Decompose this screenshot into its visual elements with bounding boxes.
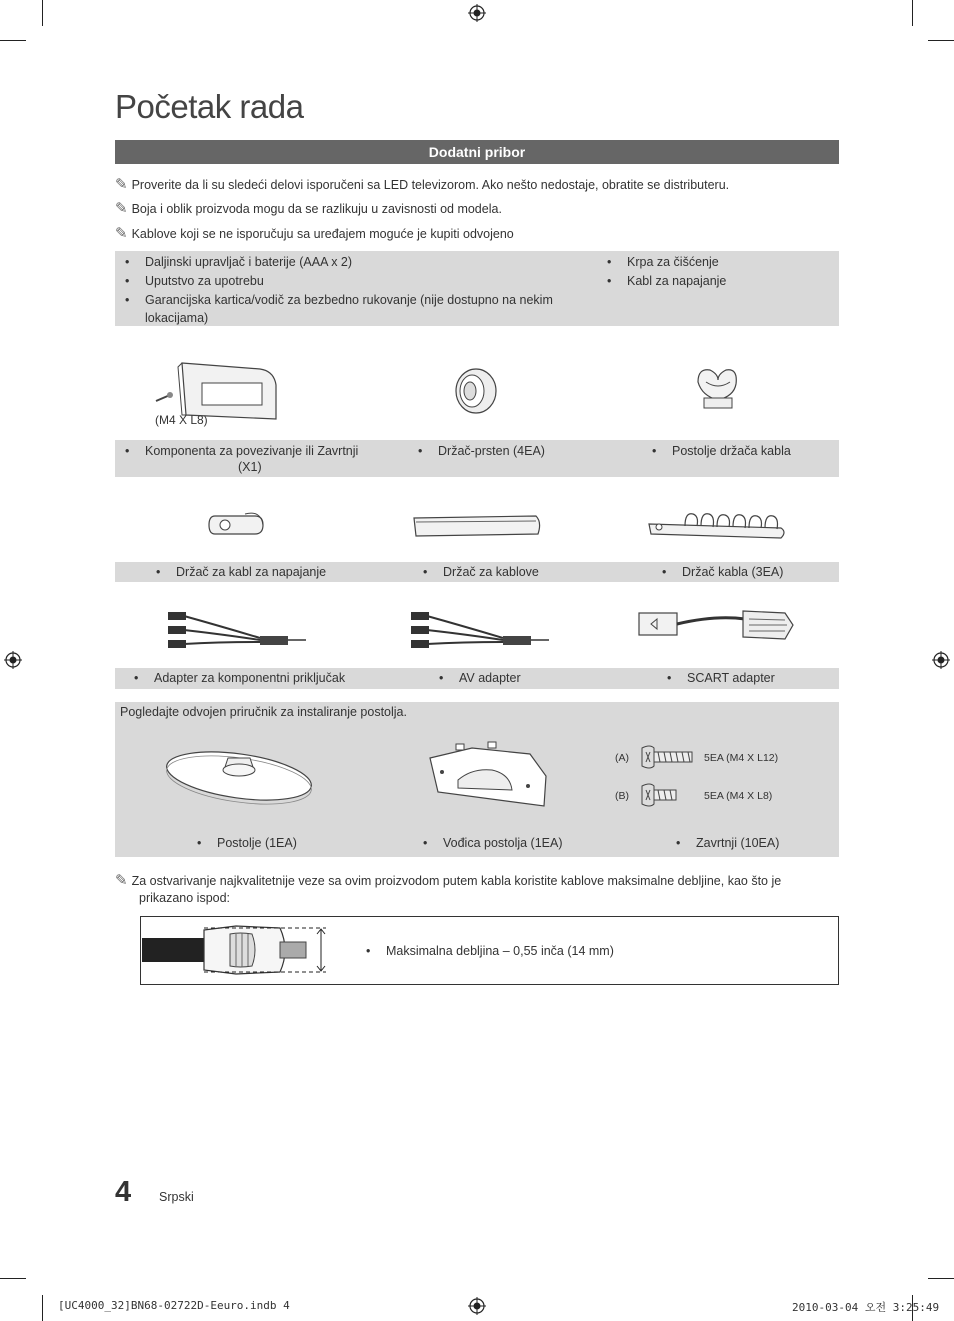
pencil-note-icon: ✎ [115,200,128,217]
footer-file-name: [UC4000_32]BN68-02722D-Eeuro.indb 4 [58,1299,290,1312]
label-suffix: (X1) [238,460,262,474]
note-3 [115,224,514,242]
screw-a-icon [640,744,696,770]
crop-mark [912,0,913,26]
registration-mark-icon [468,4,486,22]
note-text: Kablove koji se ne isporučuju sa uređajem moguće je kupiti odvojeno [131,227,514,241]
list-item: • Zavrtnji (10EA) [676,836,780,850]
list-item: • Kabl za napajanje [607,274,727,288]
screw-b-tag: (B) [615,790,629,802]
note-text: Proverite da li su sledeći delovi isporučeni sa LED televizorom. Ako nešto nedostaje, obratite se distributeru. [131,178,730,192]
list-item: • Krpa za čišćenje [607,255,719,269]
list-item: • Uputstvo za upotrebu [125,274,264,288]
list-item: • Komponenta za povezivanje ili Zavrtnji [125,444,359,458]
stand-intro: Pogledajte odvojen priručnik za instaliranje postolja. [120,705,407,719]
list-item: • Držač za kablove [423,565,539,579]
list-item: • Vođica postolja (1EA) [423,836,563,850]
holder-ring-illustration [448,365,503,417]
list-item: • AV adapter [439,671,521,685]
pencil-note-icon: ✎ [115,176,128,193]
list-item: • Postolje držača kabla [652,444,791,458]
crop-mark [928,1278,954,1279]
cable-plug-illustration [140,920,340,980]
stand-guide-illustration [422,742,552,810]
pencil-note-icon: ✎ [115,225,128,242]
section-title: Dodatni pribor [115,140,839,164]
list-item: • Garancijska kartica/vodič za bezbedno rukovanje (nije dostupno na nekim lokacijama) [125,293,553,325]
list-item: • Adapter za komponentni priključak [134,671,346,685]
cable-holder-bar-illustration [410,512,545,540]
language-label: Srpski [159,1190,194,1204]
list-item: • Držač kabla (3EA) [662,565,784,579]
page-number: 4 [115,1176,132,1208]
page-title: Početak rada [115,88,304,125]
note-2 [115,199,502,217]
cable-clip-strip-illustration [645,506,790,544]
list-item: • Maksimalna debljina – 0,55 inča (14 mm) [366,944,614,958]
crop-mark [42,1295,43,1321]
note-text: Boja i oblik proizvoda mogu da se razlikuju u zavisnosti od modela. [131,202,502,216]
screw-b-icon [640,782,680,808]
component-adapter-illustration [160,608,310,656]
crop-mark [0,1278,26,1279]
registration-mark-icon [932,651,950,669]
crop-mark [42,0,43,26]
av-adapter-illustration [403,608,553,656]
screw-size-label: (M4 X L8) [155,413,208,427]
power-cable-holder-illustration [205,508,270,543]
screw-a-label: 5EA (M4 X L12) [704,752,779,764]
scart-adapter-illustration [635,605,800,647]
cable-holder-stand-illustration [690,362,745,414]
cable-note: ✎ Za ostvarivanje najkvalitetnije veze sa ovim proizvodom putem kabla koristite kablove maksimalne debljine, kao što je prikazano ispod: [115,872,782,905]
screw-a-tag: (A) [615,752,629,764]
stand-base-illustration [162,744,317,806]
list-item: • Držač-prsten (4EA) [418,444,545,458]
list-item: • SCART adapter [667,671,775,685]
registration-mark-icon [468,1297,486,1315]
screw-b-label: 5EA (M4 X L8) [704,790,773,802]
crop-mark [0,40,26,41]
note-1 [115,175,729,193]
list-item: • Držač za kabl za napajanje [156,565,327,579]
footer-timestamp: 2010-03-04 오전 3:25:49 [792,1301,940,1314]
list-item: • Daljinski upravljač i baterije (AAA x 2) [125,255,353,269]
list-item: • Postolje (1EA) [197,836,297,850]
registration-mark-icon [4,651,22,669]
crop-mark [928,40,954,41]
pencil-note-icon: ✎ [115,872,128,889]
